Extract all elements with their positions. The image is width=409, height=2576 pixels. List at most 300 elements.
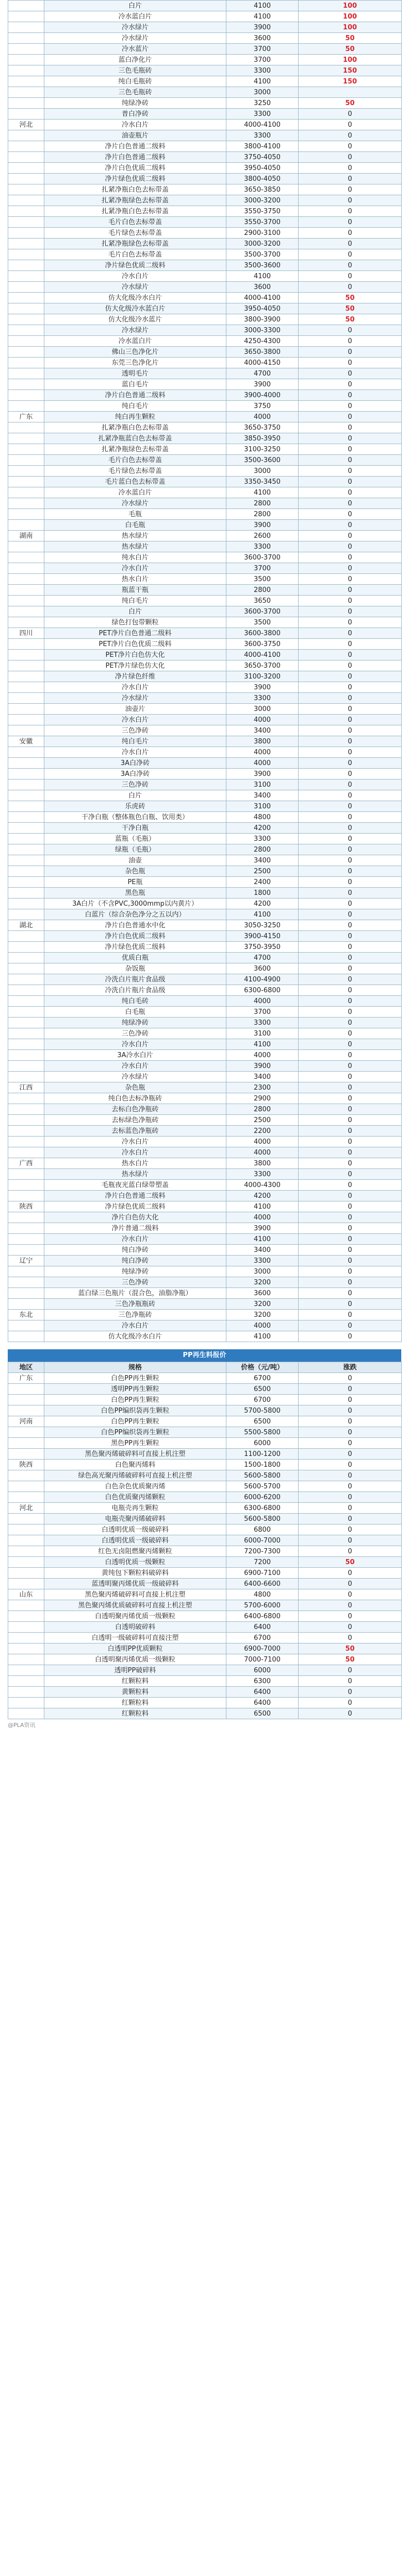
price-cell: 3950-4050 xyxy=(226,303,299,314)
price-cell: 6300-6800 xyxy=(226,985,299,996)
table-row xyxy=(8,1698,402,1708)
table-row xyxy=(8,660,402,671)
change-cell xyxy=(299,87,402,98)
change-cell: 0 xyxy=(299,899,402,909)
change-cell: 0 xyxy=(299,1028,402,1039)
product-cell: 蓝透明聚丙烯优质一级破碎料 xyxy=(44,1579,226,1589)
region-cell xyxy=(8,1093,44,1104)
change-cell: 0 xyxy=(299,996,402,1007)
region-cell xyxy=(8,228,44,239)
region-cell xyxy=(8,1535,44,1546)
region-cell xyxy=(8,141,44,152)
change-cell: 0 xyxy=(299,1492,402,1503)
region-cell xyxy=(8,1546,44,1557)
region-cell xyxy=(8,477,44,487)
product-cell: 纯白净砖 xyxy=(44,1256,226,1266)
change-cell: 0 xyxy=(299,1535,402,1546)
price-cell: 4100 xyxy=(226,1201,299,1212)
table-row xyxy=(8,682,402,693)
change-cell: 0 xyxy=(299,1449,402,1460)
table-row xyxy=(8,1449,402,1460)
table-row xyxy=(8,1373,402,1384)
region-cell xyxy=(8,1643,44,1654)
region-cell xyxy=(8,942,44,953)
change-cell: 0 xyxy=(299,1212,402,1223)
product-cell: PET净片白色仿大化 xyxy=(44,650,226,660)
table-row xyxy=(8,314,402,325)
product-cell: 冷水白片 xyxy=(44,563,226,574)
table-row xyxy=(8,574,402,585)
product-cell: 冷水白片 xyxy=(44,682,226,693)
product-cell: 白色PP再生颗粒 xyxy=(44,1373,226,1384)
table-row xyxy=(8,1535,402,1546)
region-cell xyxy=(8,596,44,606)
region-cell xyxy=(8,498,44,509)
region-cell xyxy=(8,899,44,909)
table-row xyxy=(8,1579,402,1589)
change-cell: 0 xyxy=(299,1082,402,1093)
price-cell: 3700 xyxy=(226,563,299,574)
price-cell: 5600-5800 xyxy=(226,1514,299,1524)
table-row xyxy=(8,1234,402,1245)
price-cell: 6500 xyxy=(226,1416,299,1427)
table-row xyxy=(8,368,402,379)
product-cell: 干净白瓶（整体瓶色白瓶、饮用类） xyxy=(44,812,226,823)
table-row xyxy=(8,1643,402,1654)
region-cell xyxy=(8,541,44,552)
table-row xyxy=(8,758,402,769)
price-cell: 3500 xyxy=(226,574,299,585)
product-cell: 去标绿色净瓶砖 xyxy=(44,1115,226,1126)
table-row xyxy=(8,769,402,779)
change-cell: 0 xyxy=(299,163,402,174)
table-row xyxy=(8,1147,402,1158)
product-cell: 黄纯包下颗粒料破碎料 xyxy=(44,1568,226,1579)
product-cell: 毛瓶夜光蓝白绿带塑盖 xyxy=(44,1180,226,1191)
table-row xyxy=(8,1,402,11)
table-row xyxy=(8,76,402,87)
price-cell: 2800 xyxy=(226,844,299,855)
region-cell xyxy=(8,520,44,531)
product-cell: 热水白片 xyxy=(44,1158,226,1169)
product-cell: PET净片白色优质二级料 xyxy=(44,639,226,650)
product-cell: 仿大化级冷水蓝片 xyxy=(44,314,226,325)
product-cell: 扎紧净瓶绿色去标带盖 xyxy=(44,239,226,249)
region-cell xyxy=(8,206,44,217)
change-cell: 0 xyxy=(299,1708,402,1719)
price-cell: 3000-3200 xyxy=(226,239,299,249)
price-cell: 3900 xyxy=(226,682,299,693)
region-cell: 东北 xyxy=(8,1310,44,1320)
table-row xyxy=(8,1310,402,1320)
region-cell xyxy=(8,1438,44,1449)
region-cell xyxy=(8,152,44,163)
region-cell xyxy=(8,1050,44,1061)
change-cell: 0 xyxy=(299,1579,402,1589)
change-cell: 0 xyxy=(299,1665,402,1676)
table-row xyxy=(8,1212,402,1223)
table-row xyxy=(8,909,402,920)
region-cell xyxy=(8,1277,44,1288)
region-cell xyxy=(8,509,44,520)
product-cell: 冷水绿片 xyxy=(44,693,226,704)
price-cell: 3500 xyxy=(226,617,299,628)
change-cell: 0 xyxy=(299,1416,402,1427)
price-cell: 1100-1200 xyxy=(226,1449,299,1460)
price-cell: 4200 xyxy=(226,823,299,834)
table-row xyxy=(8,520,402,531)
table-row xyxy=(8,855,402,866)
price-cell: 4000 xyxy=(226,1320,299,1331)
region-cell xyxy=(8,1427,44,1438)
region-cell xyxy=(8,747,44,758)
region-cell xyxy=(8,433,44,444)
table-row xyxy=(8,141,402,152)
region-cell xyxy=(8,325,44,336)
product-cell: 毛片白色去标带盖 xyxy=(44,455,226,466)
region-cell: 江西 xyxy=(8,1082,44,1093)
region-cell xyxy=(8,1266,44,1277)
table-row xyxy=(8,671,402,682)
change-cell: 0 xyxy=(299,1438,402,1449)
table-row xyxy=(8,444,402,455)
change-cell: 0 xyxy=(299,1611,402,1622)
price-cell: 4100 xyxy=(226,76,299,87)
product-cell: 净片绿色优质二级料 xyxy=(44,942,226,953)
table-row xyxy=(8,412,402,422)
region-cell xyxy=(8,1072,44,1082)
change-cell: 0 xyxy=(299,953,402,963)
product-cell: PET净片白色普通二级料 xyxy=(44,628,226,639)
table-row xyxy=(8,1665,402,1676)
region-cell xyxy=(8,239,44,249)
table-row xyxy=(8,974,402,985)
change-cell: 0 xyxy=(299,1676,402,1687)
region-cell xyxy=(8,563,44,574)
product-cell: 毛片白色去标带盖 xyxy=(44,249,226,260)
product-cell: 白片 xyxy=(44,606,226,617)
change-cell: 0 xyxy=(299,195,402,206)
change-cell: 0 xyxy=(299,109,402,120)
price-cell: 3700 xyxy=(226,44,299,55)
change-cell: 0 xyxy=(299,682,402,693)
change-cell: 0 xyxy=(299,1039,402,1050)
region-cell xyxy=(8,1449,44,1460)
region-cell xyxy=(8,249,44,260)
region-cell xyxy=(8,866,44,877)
price-cell: 7000-7100 xyxy=(226,1654,299,1665)
table-row xyxy=(8,1320,402,1331)
product-cell: 扎紧净瓶白色去标带盖 xyxy=(44,206,226,217)
region-cell xyxy=(8,812,44,823)
product-cell: 红颗粒料 xyxy=(44,1698,226,1708)
table-row xyxy=(8,693,402,704)
region-cell xyxy=(8,422,44,433)
product-cell: 去标白色净瓶砖 xyxy=(44,1104,226,1115)
price-cell: 3100 xyxy=(226,1028,299,1039)
product-cell: 红颗粒料 xyxy=(44,1676,226,1687)
table-row xyxy=(8,1611,402,1622)
region-cell xyxy=(8,130,44,141)
header-spec: 规格 xyxy=(44,1362,226,1373)
price-cell: 2200 xyxy=(226,1126,299,1137)
price-cell: 3500-3700 xyxy=(226,249,299,260)
region-cell xyxy=(8,1568,44,1579)
region-cell xyxy=(8,682,44,693)
region-cell xyxy=(8,844,44,855)
change-cell: 0 xyxy=(299,1470,402,1481)
price-cell: 3050-3250 xyxy=(226,920,299,931)
price-cell: 3000 xyxy=(226,704,299,715)
price-cell: 3100 xyxy=(226,779,299,790)
table-row xyxy=(8,401,402,412)
product-cell: 三色净砖 xyxy=(44,725,226,736)
price-cell: 3100-3250 xyxy=(226,444,299,455)
region-cell xyxy=(8,1039,44,1050)
change-cell: 0 xyxy=(299,920,402,931)
table-row xyxy=(8,249,402,260)
change-cell: 0 xyxy=(299,412,402,422)
region-cell xyxy=(8,336,44,347)
price-cell: 3600 xyxy=(226,1288,299,1299)
product-cell: 白透明优质一级破碎料 xyxy=(44,1524,226,1535)
change-cell: 0 xyxy=(299,325,402,336)
table-row xyxy=(8,1137,402,1147)
table-row xyxy=(8,1018,402,1028)
product-cell: 白色聚丙烯料 xyxy=(44,1460,226,1470)
change-cell: 0 xyxy=(299,1546,402,1557)
change-cell: 0 xyxy=(299,1427,402,1438)
change-cell: 0 xyxy=(299,985,402,996)
region-cell: 河北 xyxy=(8,120,44,130)
product-cell: 红色无卤阻燃聚丙烯颗粒 xyxy=(44,1546,226,1557)
region-cell: 河北 xyxy=(8,1503,44,1514)
change-cell: 0 xyxy=(299,617,402,628)
table-row xyxy=(8,195,402,206)
region-cell xyxy=(8,1007,44,1018)
product-cell: 白色PP再生颗粒 xyxy=(44,1416,226,1427)
price-cell: 1500-1800 xyxy=(226,1460,299,1470)
table-row xyxy=(8,239,402,249)
price-cell: 5600-5700 xyxy=(226,1481,299,1492)
price-cell: 4000-4100 xyxy=(226,120,299,130)
table-row xyxy=(8,823,402,834)
region-cell xyxy=(8,1288,44,1299)
table-row xyxy=(8,715,402,725)
table-row xyxy=(8,498,402,509)
product-cell: 白透明聚丙烯优质一级颗粒 xyxy=(44,1654,226,1665)
change-cell: 0 xyxy=(299,1633,402,1643)
table-row xyxy=(8,1104,402,1115)
product-cell: 净片绿色优质二级料 xyxy=(44,260,226,271)
region-cell xyxy=(8,855,44,866)
price-cell: 4800 xyxy=(226,1589,299,1600)
table-row xyxy=(8,1266,402,1277)
price-cell: 3650-3800 xyxy=(226,347,299,358)
change-cell: 0 xyxy=(299,1137,402,1147)
price-cell: 3600-3750 xyxy=(226,639,299,650)
change-cell: 0 xyxy=(299,390,402,401)
table-row xyxy=(8,736,402,747)
change-cell: 0 xyxy=(299,358,402,368)
region-cell xyxy=(8,953,44,963)
product-cell: 冷水白片 xyxy=(44,747,226,758)
price-cell: 4100 xyxy=(226,1039,299,1050)
product-cell: 纯绿净砖 xyxy=(44,1018,226,1028)
change-cell: 50 xyxy=(299,33,402,44)
product-cell: 净片绿色纤维 xyxy=(44,671,226,682)
change-cell: 0 xyxy=(299,704,402,715)
table-row xyxy=(8,1438,402,1449)
price-cell: 4000-4150 xyxy=(226,358,299,368)
product-cell: 仿大化级冷水蓝白片 xyxy=(44,303,226,314)
region-cell xyxy=(8,1405,44,1416)
region-cell xyxy=(8,271,44,282)
price-cell: 3400 xyxy=(226,790,299,801)
change-cell: 0 xyxy=(299,596,402,606)
table-row xyxy=(8,1256,402,1266)
table-row xyxy=(8,33,402,44)
table-row xyxy=(8,1395,402,1405)
table-row xyxy=(8,347,402,358)
price-cell: 4000 xyxy=(226,1137,299,1147)
header-price: 价格（元/吨） xyxy=(226,1362,299,1373)
table-row xyxy=(8,109,402,120)
price-cell: 3300 xyxy=(226,541,299,552)
price-cell: 4000-4300 xyxy=(226,1180,299,1191)
change-cell: 0 xyxy=(299,466,402,477)
price-cell: 3550-3700 xyxy=(226,217,299,228)
table-row xyxy=(8,953,402,963)
change-cell: 0 xyxy=(299,1191,402,1201)
product-cell: 毛片白色去标带盖 xyxy=(44,217,226,228)
product-cell: 白片 xyxy=(44,1,226,11)
table-row xyxy=(8,1427,402,1438)
price-cell: 2800 xyxy=(226,498,299,509)
change-cell: 0 xyxy=(299,228,402,239)
region-cell xyxy=(8,660,44,671)
price-cell: 3000 xyxy=(226,1266,299,1277)
table-row xyxy=(8,541,402,552)
table-row xyxy=(8,985,402,996)
table-row xyxy=(8,1169,402,1180)
product-cell: 干净白瓶 xyxy=(44,823,226,834)
change-cell: 0 xyxy=(299,249,402,260)
region-cell xyxy=(8,909,44,920)
product-cell: 白毛瓶 xyxy=(44,1007,226,1018)
change-cell: 0 xyxy=(299,1007,402,1018)
change-cell: 0 xyxy=(299,1061,402,1072)
product-cell: 仿大化级冷水白片 xyxy=(44,293,226,303)
table-row xyxy=(8,866,402,877)
price-cell: 3750 xyxy=(226,401,299,412)
product-cell: 三色净瓶瓶砖 xyxy=(44,1299,226,1310)
price-cell: 6000-6200 xyxy=(226,1492,299,1503)
table-row xyxy=(8,1201,402,1212)
change-cell: 0 xyxy=(299,239,402,249)
price-cell: 3900 xyxy=(226,379,299,390)
table-row xyxy=(8,920,402,931)
price-cell: 3950-4050 xyxy=(226,163,299,174)
change-cell: 0 xyxy=(299,942,402,953)
change-cell: 0 xyxy=(299,1481,402,1492)
change-cell: 0 xyxy=(299,1503,402,1514)
table-row xyxy=(8,293,402,303)
change-cell: 0 xyxy=(299,152,402,163)
product-cell: 电瓶壳再生颗粒 xyxy=(44,1503,226,1514)
price-cell: 6500 xyxy=(226,1708,299,1719)
region-cell xyxy=(8,974,44,985)
product-cell: 油壶 xyxy=(44,855,226,866)
price-cell: 4000-4100 xyxy=(226,293,299,303)
change-cell: 0 xyxy=(299,531,402,541)
region-cell xyxy=(8,1395,44,1405)
product-cell: 净片绿色优质二级料 xyxy=(44,1201,226,1212)
region-cell: 山东 xyxy=(8,1589,44,1600)
product-cell: 冷水绿片 xyxy=(44,282,226,293)
price-cell: 6400 xyxy=(226,1622,299,1633)
product-cell: 冷水白片 xyxy=(44,120,226,130)
product-cell: 纯绿净砖 xyxy=(44,1266,226,1277)
table-row xyxy=(8,228,402,239)
product-cell: 杂色瓶 xyxy=(44,866,226,877)
product-cell: 优质白瓶 xyxy=(44,953,226,963)
product-cell: 瓶蓝干瓶 xyxy=(44,585,226,596)
product-cell: 冷水白片 xyxy=(44,1137,226,1147)
change-cell: 0 xyxy=(299,877,402,888)
region-cell xyxy=(8,1331,44,1342)
region-cell xyxy=(8,44,44,55)
price-cell: 2900 xyxy=(226,1093,299,1104)
product-cell: 热水绿片 xyxy=(44,541,226,552)
product-cell: 3A白净砖 xyxy=(44,769,226,779)
region-cell xyxy=(8,487,44,498)
region-cell xyxy=(8,282,44,293)
product-cell: 净片白色普通二级料 xyxy=(44,152,226,163)
price-cell: 2800 xyxy=(226,585,299,596)
change-cell: 0 xyxy=(299,574,402,585)
product-cell: 净片白色优质二级料 xyxy=(44,163,226,174)
product-cell: 纯水白片 xyxy=(44,552,226,563)
table-row xyxy=(8,1223,402,1234)
change-cell: 0 xyxy=(299,909,402,920)
product-cell: 白透明破碎料 xyxy=(44,1622,226,1633)
price-cell: 4100-4900 xyxy=(226,974,299,985)
change-cell: 0 xyxy=(299,130,402,141)
pet-price-table-body xyxy=(8,1,402,1342)
table-row xyxy=(8,779,402,790)
change-cell: 0 xyxy=(299,541,402,552)
price-cell: 3800 xyxy=(226,1158,299,1169)
price-cell: 1800 xyxy=(226,888,299,899)
region-cell xyxy=(8,1687,44,1698)
change-cell: 0 xyxy=(299,1050,402,1061)
change-cell: 0 xyxy=(299,606,402,617)
table-row xyxy=(8,1492,402,1503)
region-cell xyxy=(8,184,44,195)
price-cell: 6000 xyxy=(226,1665,299,1676)
change-cell: 50 xyxy=(299,44,402,55)
change-cell: 0 xyxy=(299,779,402,790)
change-cell: 50 xyxy=(299,1643,402,1654)
table-row xyxy=(8,1416,402,1427)
price-cell: 3550-3750 xyxy=(226,206,299,217)
table-row xyxy=(8,130,402,141)
product-cell: 净片普通二级料 xyxy=(44,1223,226,1234)
table-row xyxy=(8,22,402,33)
region-cell xyxy=(8,704,44,715)
table-row xyxy=(8,1061,402,1072)
